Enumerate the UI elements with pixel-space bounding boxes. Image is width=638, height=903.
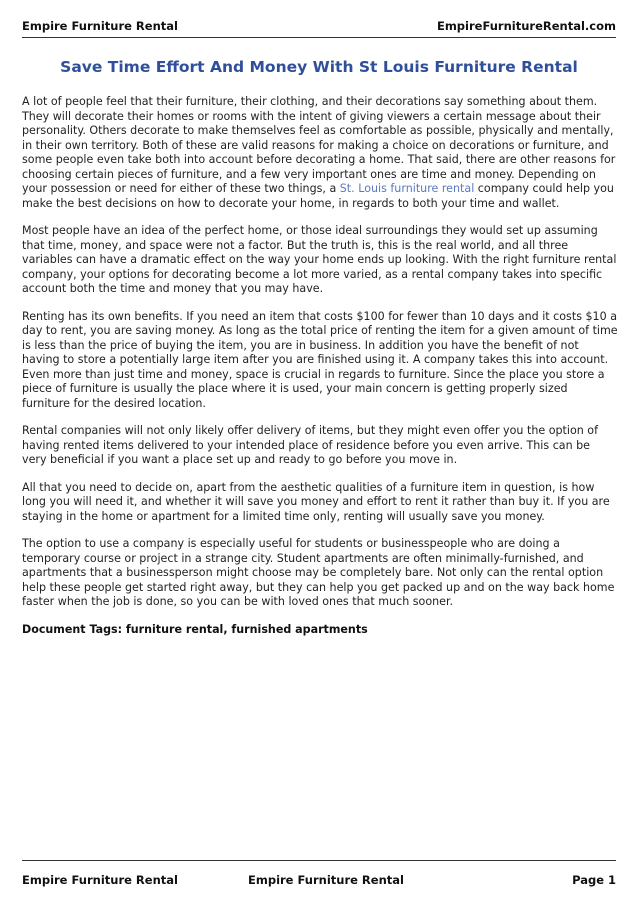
document-body — [22, 95, 618, 637]
header-left-brand: Empire Furniture Rental — [22, 19, 178, 33]
paragraph-6: The option to use a company is especially useful for students or businesspeople who are doing a temporary course or project in a strange city. Student apartments are often minimally-furnished, and apartments that a businessperson might choose may be completely bare. Not only can the rental option help these people get started right away, but they can help you get packed up and on the way back home faster when the job is done, so you can be with loved ones that much sooner. — [22, 537, 615, 608]
document-tags: Document Tags: furniture rental, furnished apartments — [22, 622, 368, 636]
footer-middle-brand: Empire Furniture Rental — [248, 873, 404, 887]
paragraph-5: All that you need to decide on, apart from the aesthetic qualities of a furniture item in question, is how long you will need it, and whether it will save you money and effort to rent it rather than buy it. If you are staying in the home or apartment for a limited time only, renting will usually save you money. — [22, 480, 610, 523]
footer-left-brand: Empire Furniture Rental — [22, 873, 178, 887]
paragraph-1-text-start: A lot of people feel that their furniture, their clothing, and their decorations say something about them. They will decorate their homes or rooms with the intent of giving viewers a certain message about their personality. Others decorate to make themselves feel as comfortable as possible, physically and mentally, in their own territory. Both of these are valid reasons for making a choice on decorations or furniture, and some people even take both into account before decorating a home. That said, there are other reasons for choosing certain pieces of furniture, and a few very important ones are time and money. Depending on your possession or need for either of these two things, a — [22, 95, 616, 195]
header-right-site: EmpireFurnitureRental.com — [436, 19, 616, 33]
paragraph-3: Renting has its own benefits. If you need an item that costs $100 for fewer than 10 days and it costs $10 a day to rent, you are saving money. As long as the total price of renting the item for a given amount of time is less than the price of buying the item, you are in business. In addition you have the benefit of not having to store a potentially large item after you are finished using it. A company takes this into account. Even more than just time and money, space is crucial in regards to furniture. Since the place you store a piece of furniture is usually the place where it is used, your main concern is getting properly sized furniture for the desired location. — [22, 309, 618, 410]
paragraph-1-text-end: company could help you make the best decisions on how to decorate your home, in regards to both your time and wallet. — [22, 182, 614, 210]
paragraph-1 — [22, 95, 618, 211]
st-louis-furniture-rental-link[interactable]: St. Louis furniture rental — [339, 182, 475, 195]
paragraph-2: Most people have an idea of the perfect home, or those ideal surroundings they would set up assuming that time, money, and space were not a factor. But the truth is, this is the real world, and all three variables can have a dramatic effect on the way your home ends up looking. With the right furniture rental company, your options for decorating become a lot more varied, as a rental company takes into specific account both the time and money that you may have. — [22, 224, 617, 295]
paragraph-4: Rental companies will not only likely offer delivery of items, but they might even offer you the option of having rented items delivered to your intended place of residence before you even arrive. This can be very beneficial if you want a place set up and ready to go before you move in. — [22, 424, 599, 466]
document-title: Save Time Effort And Money With St Louis Furniture Rental — [60, 58, 578, 76]
page-header — [22, 0, 616, 38]
page-number: Page 1 — [572, 873, 616, 887]
page-footer — [22, 860, 616, 900]
